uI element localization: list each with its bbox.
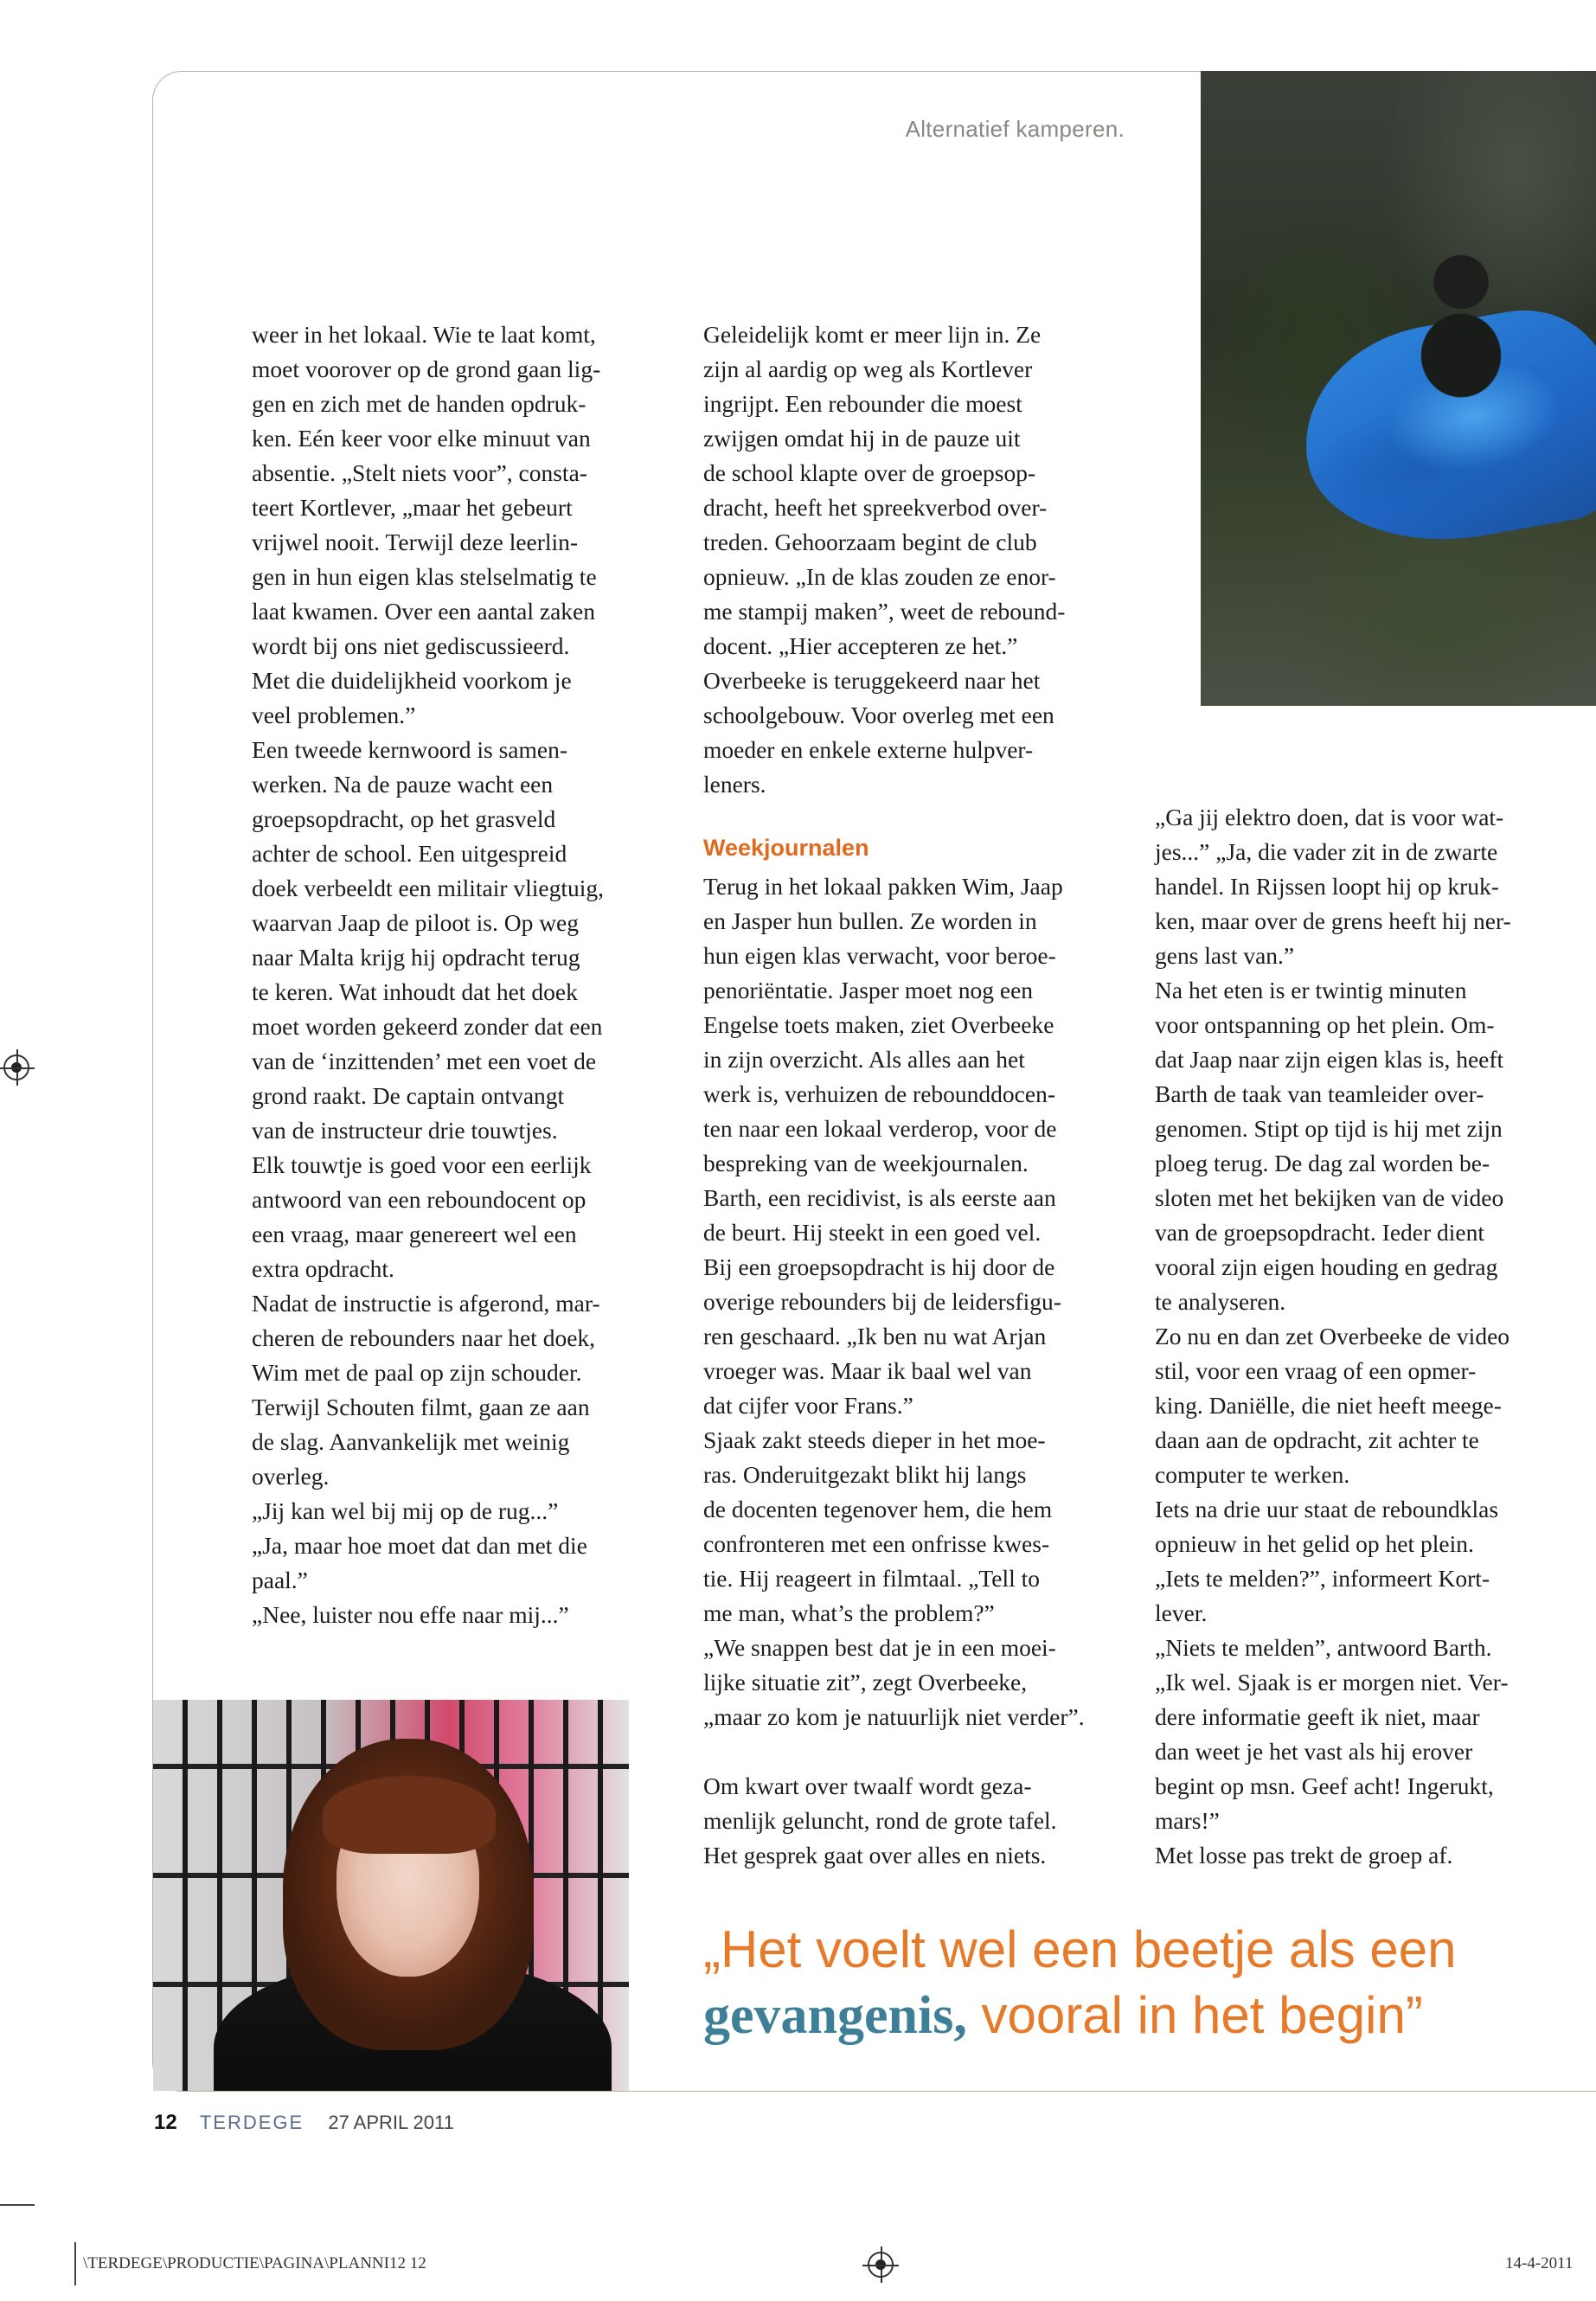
quote-line-1: „Het voelt wel een beetje als een [703, 1920, 1457, 1978]
pull-quote [703, 1917, 1457, 2048]
registration-mark-bottom-icon [868, 2252, 894, 2278]
section-tag: Alternatief kamperen. [905, 116, 1125, 142]
page-footer [154, 2111, 454, 2135]
registration-mark-left-icon [3, 1054, 29, 1080]
issue-date: 27 APRIL 2011 [328, 2112, 454, 2133]
quote-line-2 [703, 1983, 1457, 2048]
article-column-3: „Ga jij elektro doen, dat is voor wat- jes...” „Ja, die vader zit in de zwarte handel. In Rijssen loopt hij op kruk- ken, maar over de grens heeft hij ner- gens last van.” Na het eten is er twintig minuten voor ontspanning op het plein. Om- dat Jaap naar zijn eigen klas is, heeft Barth de taak van teamleider over- genomen. Stipt op tijd is hij met zijn ploeg terug. De dag zal worden be- sloten met het bekijken van de video van de groepsopdracht. Ieder dient vooral zijn eigen houding en gedrag te analyseren. Zo nu en dan zet Overbeeke de video stil, voor een vraag of een opmer- king. Daniëlle, die niet heeft meege- daan aan de opdracht, zit achter te computer te werken. Iets na drie uur staat de reboundklas opnieuw in het gelid op het plein. „Iets te melden?”, informeert Kort- lever. „Niets te melden”, antwoord Barth. „Ik wel. Sjaak is er morgen niet. Ver- dere informatie geeft ik niet, maar dan weet je het vast als hij erover begint op msn. Geef acht! Ingerukt, mars!” Met losse pas trekt de groep af. [1155, 804, 1511, 1868]
girl-portrait-photo [153, 1700, 629, 2091]
article-column-2-bottom: Terug in het lokaal pakken Wim, Jaap en Jasper hun bullen. Ze worden in hun eigen klas verwacht, voor beroe- penoriëntatie. Jasper moet nog een Engelse toets maken, ziet Overbeeke in zijn overzicht. Als alles aan het werk is, verhuizen de rebounddocen- ten naar een lokaal verderop, voor de bespreking van de weekjournalen. Barth, een recidivist, is als eerste aan de beurt. Hij steekt in een goed vel. Bij een groepsopdracht is hij door de overige rebounders bij de leidersfigu- ren geschaard. „Ik ben nu wat Arjan vroeger was. Maar ik baal wel van dat cijfer voor Frans.” Sjaak zakt steeds dieper in het moe- ras. Onderuitgezakt blikt hij langs de docenten tegenover hem, die hem confronteren met een onfrisse kwes- tie. Hij reageert in filmtaal. „Tell to me man, what’s the problem?” „We snappen best dat je in een moei- lijke situatie zit”, zegt Overbeeke, „maar zo kom je natuurlijk niet verder”. Om kwart over twaalf wordt geza- menlijk geluncht, rond de grote tafel. Het gesprek gaat over alles en niets. [703, 873, 1085, 1868]
crop-mark-vertical [74, 2242, 76, 2285]
article-column-2-top: Geleidelijk komt er meer lijn in. Ze zijn al aardig op weg als Kortlever ingrijpt. Een rebounder die moest zwijgen omdat hij in de pauze uit de school klapte over de groepsop- dracht, heeft het spreekverbod over- treden. Gehoorzaam begint de club opnieuw. „In de klas zouden ze enor- me stampij maken”, weet de rebound- docent. „Hier accepteren ze het.” Overbeeke is teruggekeerd naar het schoolgebouw. Voor overleg met een moeder en enkele externe hulpver- leners. [703, 321, 1066, 798]
field-tarp-photo [1201, 71, 1596, 706]
crop-mark-horizontal [0, 2204, 35, 2206]
print-slug-path: \TERDEGE\PRODUCTIE\PAGINA\PLANNI12 12 [83, 2254, 426, 2272]
quote-emphasis: gevangenis, [703, 1986, 967, 2045]
fringe [323, 1776, 496, 1854]
article-column-1: weer in het lokaal. Wie te laat komt, moet voorover op de grond gaan lig- gen en zich met de handen opdruk- ken. Eén keer voor elke minuut van absentie. „Stelt niets voor”, consta- teert Kortlever, „maar het gebeurt vrijwel nooit. Terwijl deze leerlin- gen in hun eigen klas stelselmatig te laat kwamen. Over een aantal zaken wordt bij ons niet gediscussieerd. Met die duidelijkheid voorkom je veel problemen.” Een tweede kernwoord is samen- werken. Na de pauze wacht een groepsopdracht, op het grasveld achter de school. Een uitgespreid doek verbeeldt een militair vliegtuig, waarvan Jaap de piloot is. Op weg naar Malta krijg hij opdracht terug te keren. Wat inhoudt dat het doek moet worden gekeerd zonder dat een van de ‘inzittenden’ met een voet de grond raakt. De captain ontvangt van de instructeur drie touwtjes. Elk touwtje is goed voor een eerlijk antwoord van een reboundocent op een vraag, maar genereert wel een extra opdracht. Nadat de instructie is afgerond, mar- cheren de rebounders naar het doek, Wim met de paal op zijn schouder. Terwijl Schouten filmt, gaan ze aan de slag. Aanvankelijk met weinig overleg. „Jij kan wel bij mij op de rug...” „Ja, maar hoe moet dat dan met die paal.” „Nee, luister nou effe naar mij...” [252, 321, 605, 1628]
magazine-name: TERDEGE [199, 2112, 304, 2133]
print-slug-date: 14-4-2011 [1505, 2254, 1574, 2272]
page-number: 12 [154, 2111, 177, 2134]
crouching-person [1405, 253, 1517, 400]
quote-line-2-rest: vooral in het begin” [966, 1986, 1423, 2044]
subheading: Weekjournalen [703, 835, 869, 861]
